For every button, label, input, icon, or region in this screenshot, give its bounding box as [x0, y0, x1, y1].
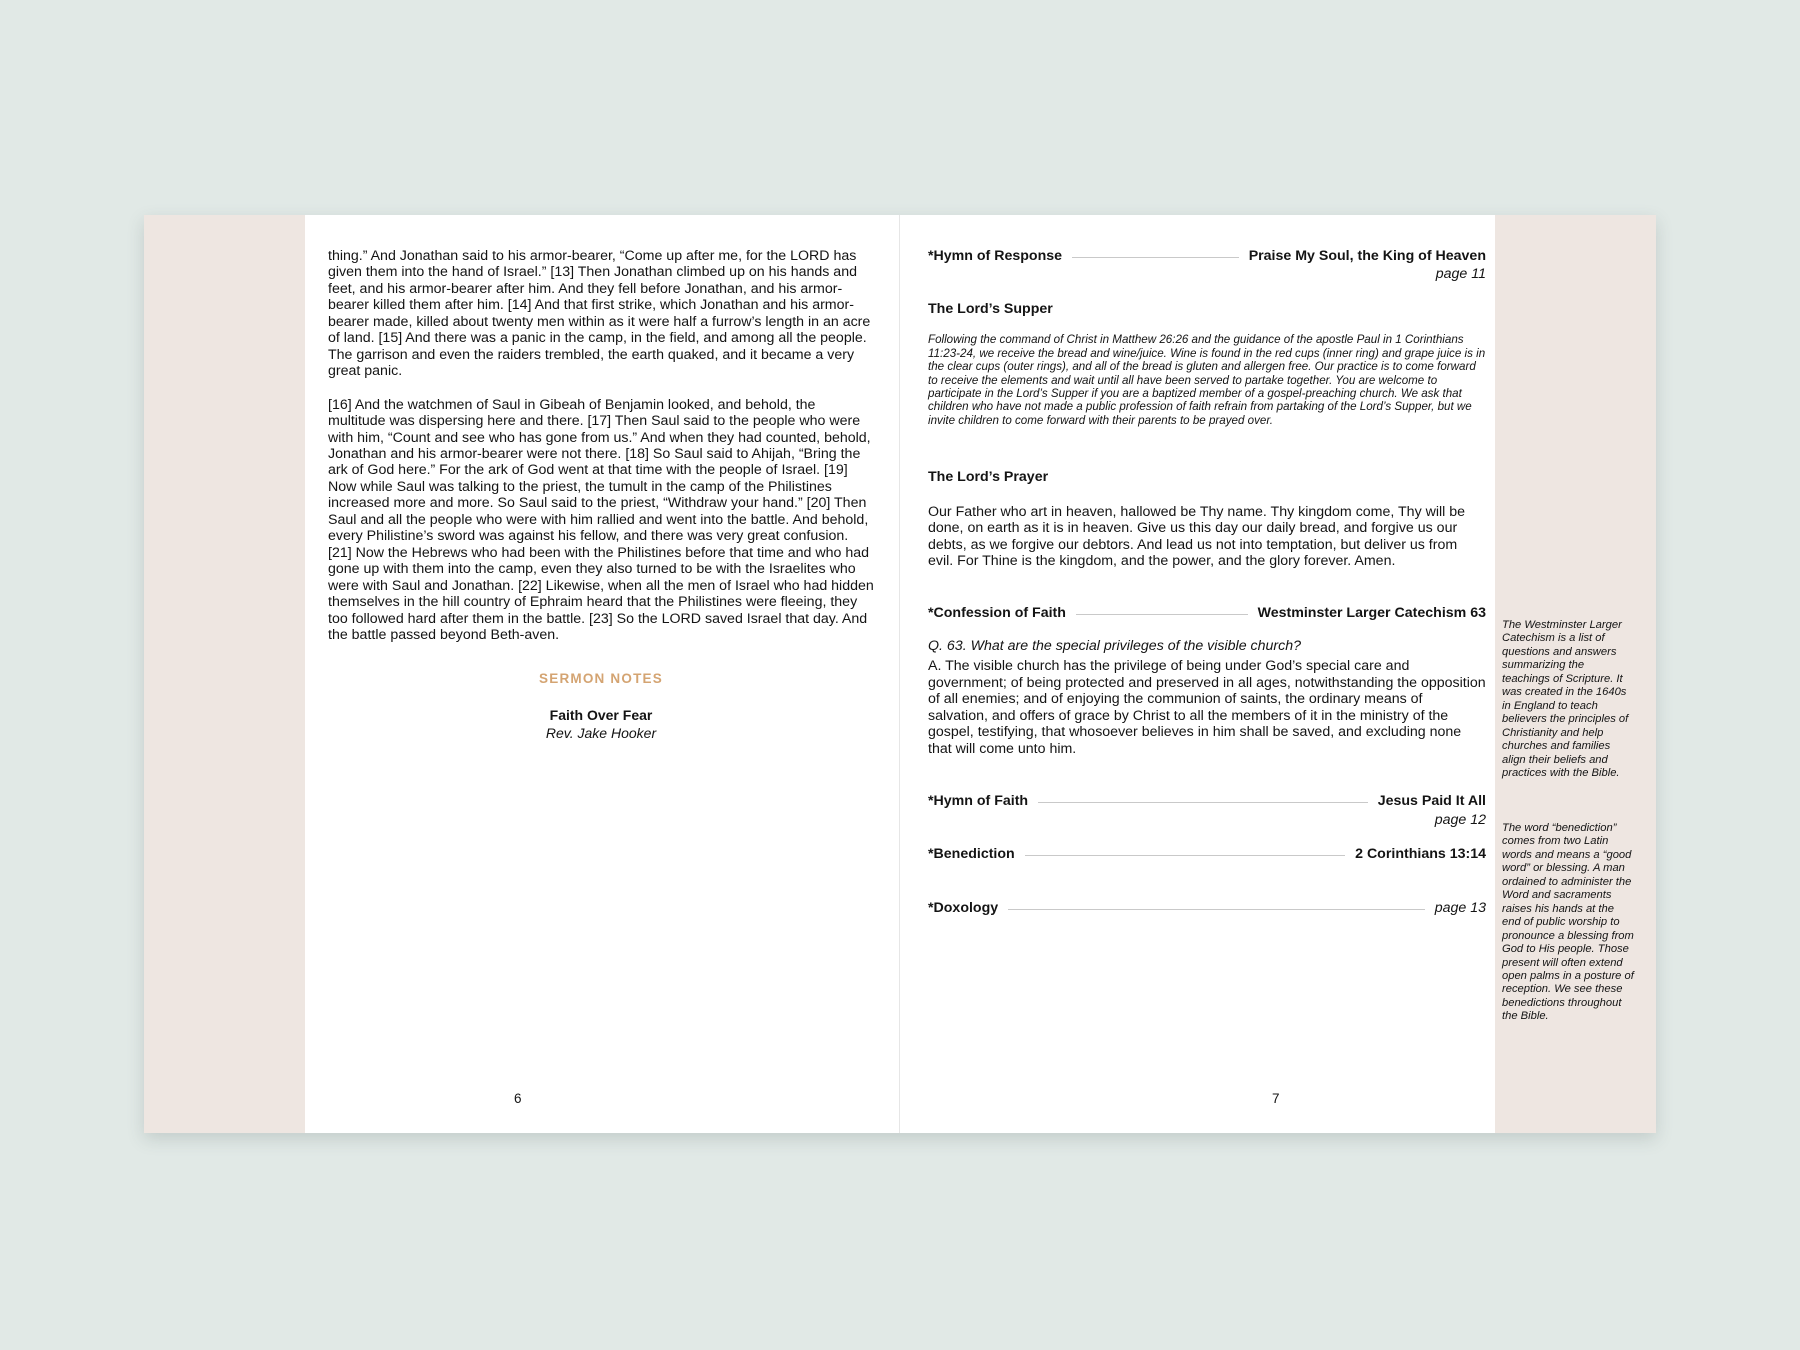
hymn-of-faith [928, 793, 1486, 809]
lords-prayer-title: The Lord’s Prayer [928, 469, 1049, 486]
lords-supper-text: Following the command of Christ in Matthew 26:26 and the guidance of the apostle Paul in 1 Corinthians 11:23-24, we receive the bread and wine/juice. Wine is found in the red cups (inner ring) and grape juice is in the clear cups (outer rings), and all of the bread is gluten and allergen free. Our practice is to come forward to receive the elements and wait until all have been served to partake together. You are welcome to participate in the Lord’s Supper if you are a baptized member of a gospel-preaching church. We ask that children who have not made a public profession of faith refrain from partaking of the Lord’s Supper, but we invite children to come forward with their parents to be prayed over. [928, 333, 1486, 427]
hymn-of-faith-page: page 12 [1434, 811, 1486, 828]
hymn-of-response [928, 248, 1486, 264]
leader-line [1038, 802, 1368, 803]
doxology-page: page 13 [1434, 900, 1486, 917]
right-page [928, 248, 1486, 917]
lords-prayer-text: Our Father who art in heaven, hallowed be Thy name. Thy kingdom come, Thy will be done, on earth as it is in heaven. Give us this day our daily bread, and forgive us our debts, as we forgive our debtors. And lead us not into temptation, but deliver us from evil. For Thine is the kingdom, and the power, and the glory forever. Amen. [928, 503, 1466, 570]
leader-line [1008, 909, 1425, 910]
bulletin-spread [144, 215, 1656, 1133]
scripture-paragraph: [16] And the watchmen of Saul in Gibeah of Benjamin looked, and behold, the multitude was dispersing here and there. [17] Then Saul said to the people who were with him, “Count and see who has gone from us.” And when they had counted, behold, Jonathan and his armor-bearer were not there. [18] So Saul said to Ahijah, “Bring the ark of God here.” For the ark of God went at that time with the people of Israel. [19] Now while Saul was talking to the priest, the tumult in the camp of the Philistines increased more and more. So Saul said to the priest, “Withdraw your hand.” [20] Then Saul and all the people who were with him rallied and went into the battle. And behold, every Philistine’s sword was against his fellow, and there was very great confusion. [21] Now the Hebrews who had been with the Philistines before that time and who had gone up with them into the camp, even they also turned to be with the Israelites who were with Saul and Jonathan. [22] Likewise, when all the men of Israel who had hidden themselves in the hill country of Ephraim heard that the Philistines were fleeing, they too followed hard after them in the battle. [23] So the LORD saved Israel that day. And the battle passed beyond Beth-aven. [328, 396, 874, 643]
leader-line [1072, 257, 1239, 258]
page-number-right: 7 [1272, 1091, 1280, 1106]
hymn-of-response-page: page 11 [1435, 266, 1486, 283]
sermon-notes-heading: SERMON NOTES [539, 671, 663, 687]
scripture-paragraph: thing.” And Jonathan said to his armor-bearer, “Come up after me, for the LORD has given them into the hand of Israel.” [13] Then Jonathan climbed up on his hands and feet, and his armor-bearer after him. And they fell before Jonathan, and his armor-bearer killed them after him. [14] And that first strike, which Jonathan and his armor-bearer made, killed about twenty men within as it were half a furrow’s length in an acre of land. [15] And there was a panic in the camp, in the field, and among all the people. The garrison and even the raiders trembled, the earth quaked, and it became a very great panic. [328, 248, 871, 380]
benediction-label: *Benediction [928, 846, 1015, 862]
confession-of-faith [928, 605, 1486, 621]
left-page [328, 248, 874, 742]
confession-source: Westminster Larger Catechism 63 [1257, 605, 1486, 622]
doxology-label: *Doxology [928, 900, 999, 917]
leader-line [1025, 855, 1345, 856]
hymn-of-faith-title: Jesus Paid It All [1377, 793, 1486, 810]
hymn-of-response-title: Praise My Soul, the King of Heaven [1248, 248, 1486, 264]
hymn-of-response-label: *Hymn of Response [928, 248, 1063, 264]
sermon-notes [328, 671, 874, 741]
doxology [928, 900, 1486, 916]
sermon-title: Faith Over Fear [549, 706, 653, 723]
confession-label: *Confession of Faith [928, 605, 1066, 622]
benediction-reference: 2 Corinthians 13:14 [1355, 846, 1486, 862]
benediction [928, 846, 1486, 862]
hymn-of-faith-label: *Hymn of Faith [928, 793, 1029, 810]
leader-line [1076, 614, 1248, 615]
sidebar-note-benediction: The word “benediction” comes from two Latin words and means a “good word” or blessing. A man ordained to administer the Word and sacraments raises his hands at the end of public worship to pronounce a blessing from God to His people. Those present will often extend open palms in a posture of reception. We see these benedictions throughout the Bible. [1502, 822, 1634, 1023]
sermon-speaker: Rev. Jake Hooker [545, 724, 657, 741]
page-number-left: 6 [514, 1091, 522, 1106]
catechism-question: Q. 63. What are the special privileges of the visible church? [928, 637, 1302, 654]
page-gutter [899, 215, 900, 1133]
catechism-answer: A. The visible church has the privilege of being under God’s special care and government; of being protected and preserved in all ages, notwithstanding the opposition of all enemies; and of enjoying the communion of saints, the ordinary means of salvation, and offers of grace by Christ to all the members of it in the ministry of the gospel, testifying, that whosoever believes in him shall be saved, and excluding none that will come unto him. [928, 658, 1486, 757]
lords-supper-title: The Lord’s Supper [928, 300, 1053, 317]
left-margin-band [144, 215, 305, 1133]
sidebar-note-catechism: The Westminster Larger Catechism is a list of questions and answers summarizing the teachings of Scripture. It was created in the 1640s in England to teach believers the principles of Christianity and help churches and families align their beliefs and practices with the Bible. [1502, 619, 1629, 779]
